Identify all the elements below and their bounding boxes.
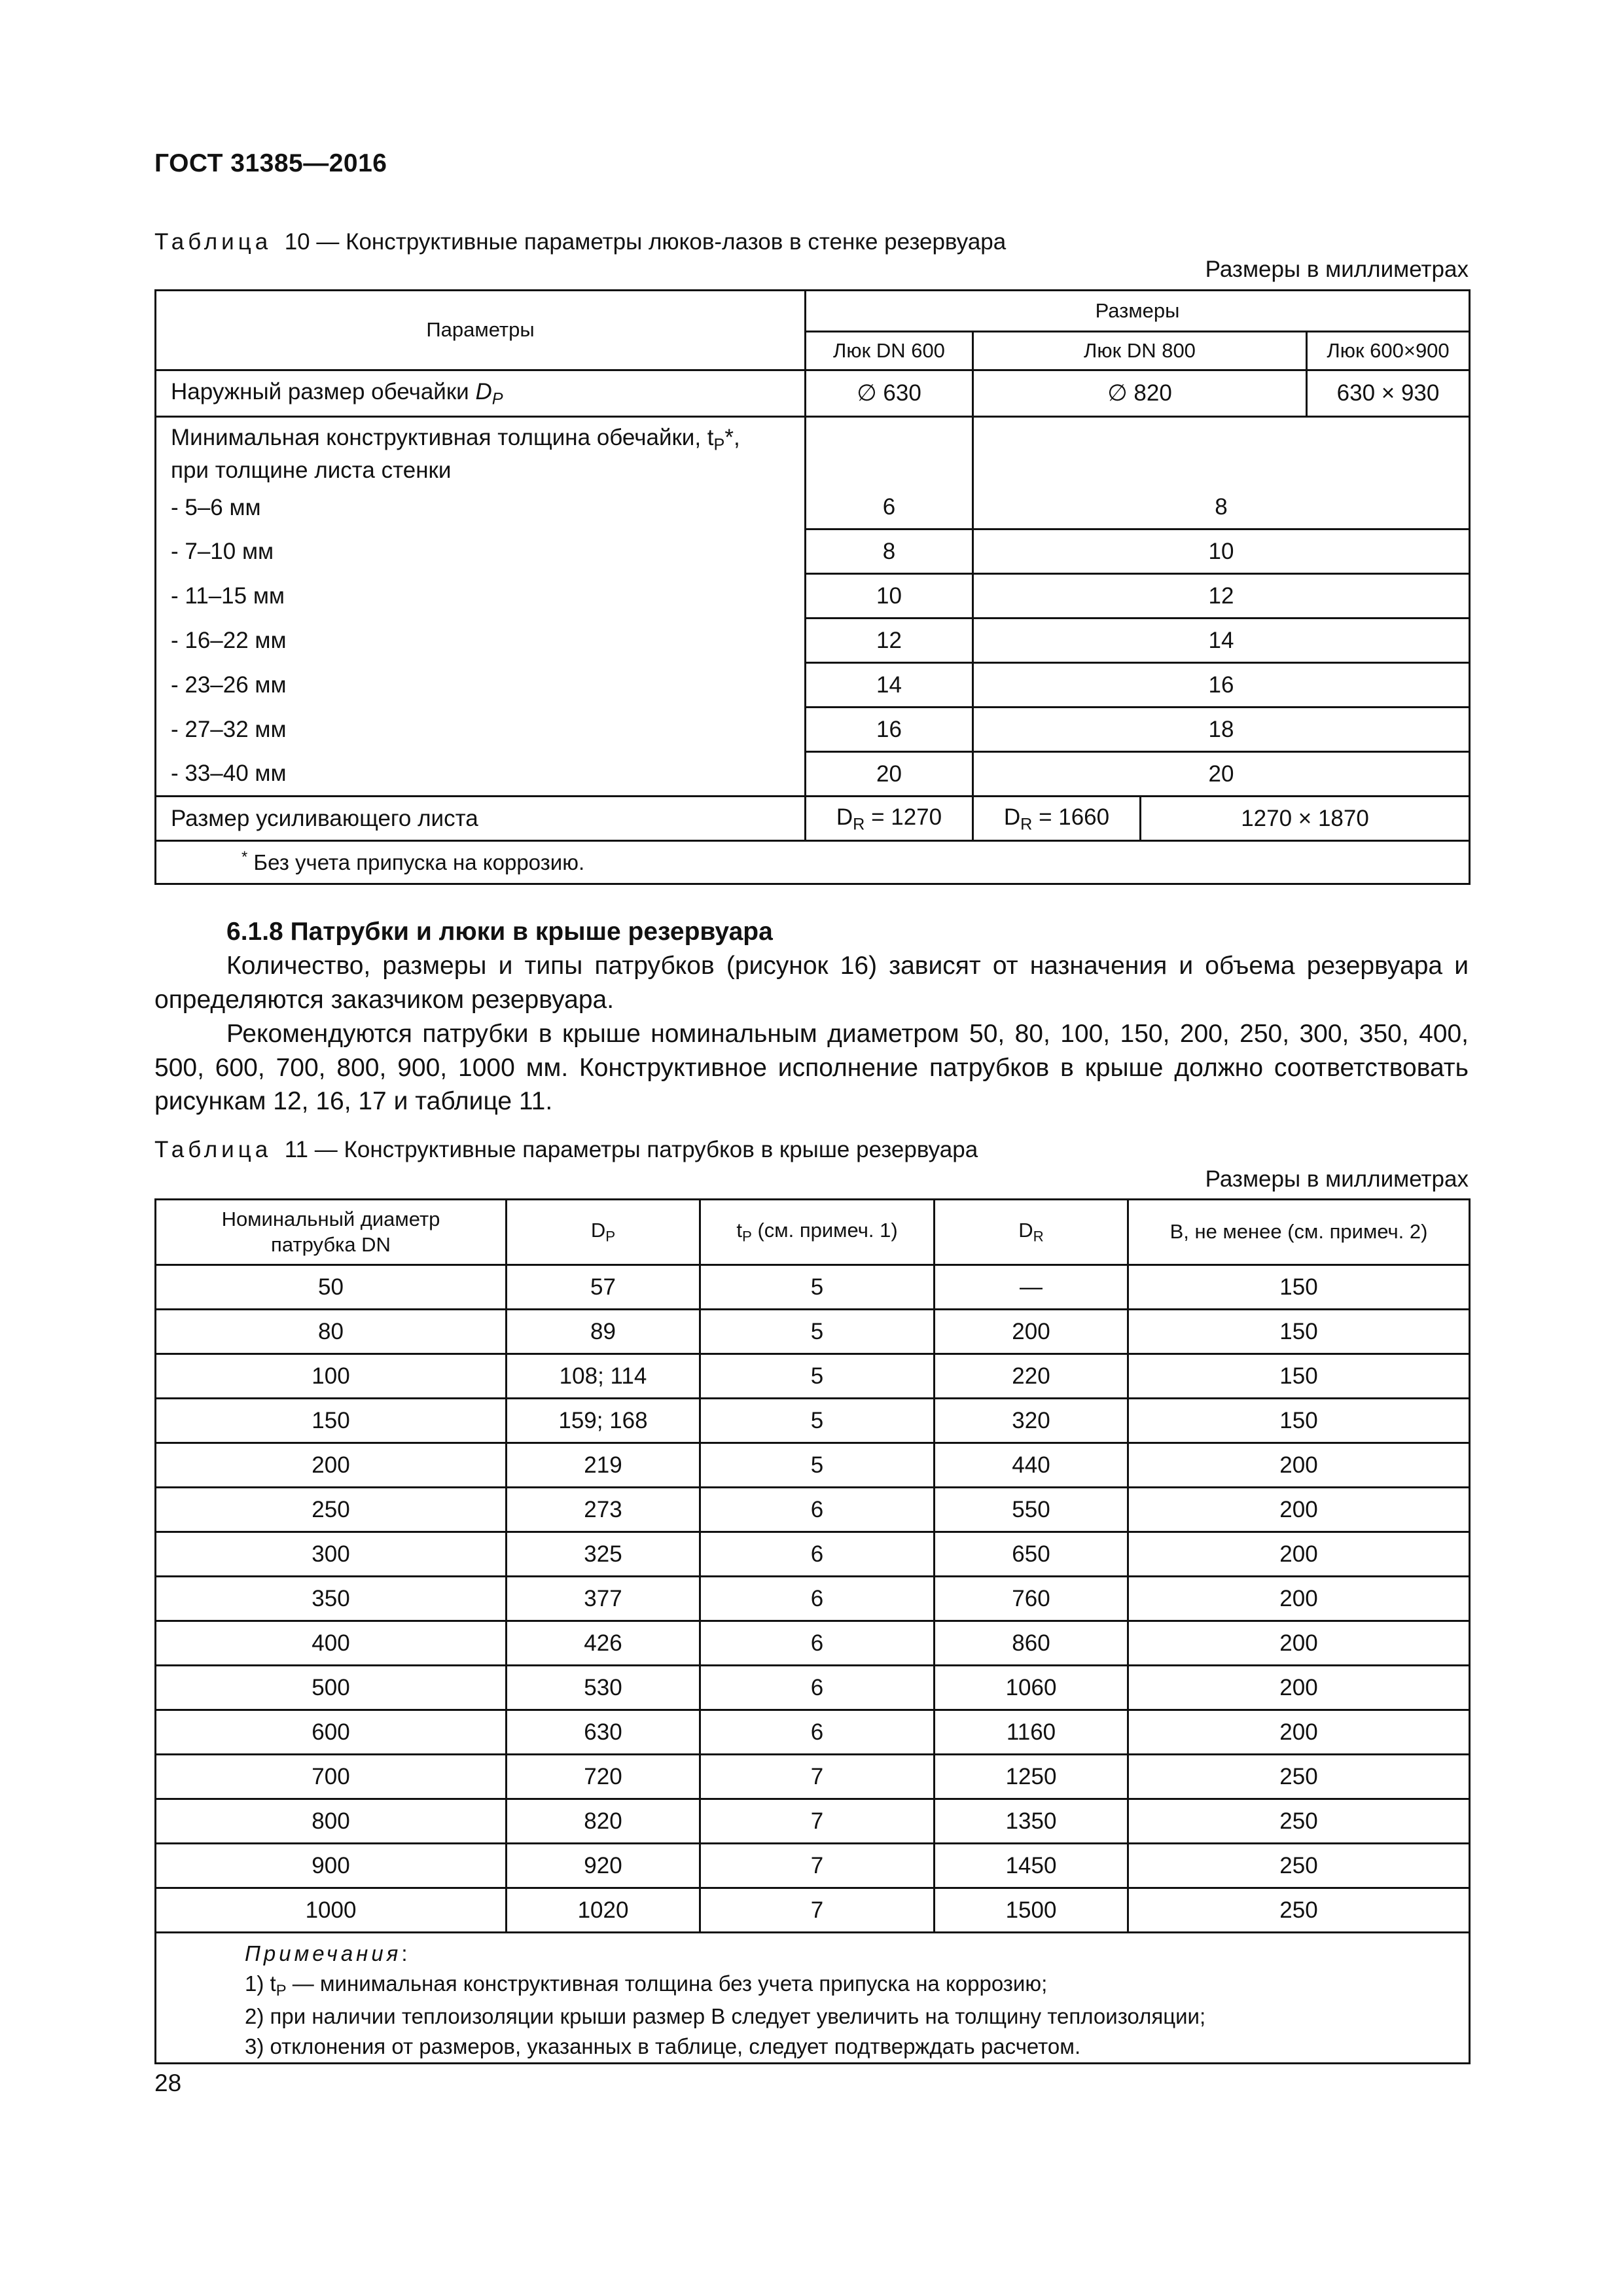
table11-header-tp-symbol: t (736, 1219, 742, 1242)
table11-header-dp (507, 1200, 700, 1265)
table11-header-tp-subscript: P (741, 1228, 752, 1245)
table11-header-tp-note: (см. примеч. 1) (751, 1219, 898, 1242)
table10-row-label: - 23–26 мм (156, 663, 806, 708)
table11-note-2: 2) при наличии теплоизоляции крыши размер B следует увеличить на толщину теплоизоляции; (245, 2004, 1206, 2029)
table10-outer-subscript: P (491, 389, 503, 408)
page-number: 28 (154, 2070, 182, 2096)
table11-cell-dp: 426 (507, 1621, 700, 1666)
table11-cell-dp: 108; 114 (507, 1354, 700, 1399)
table11-cell-dp: 630 (507, 1710, 700, 1755)
table11-cell-dn: 700 (156, 1755, 507, 1799)
table10-header-sizes: Размеры (806, 291, 1470, 332)
table10-row-dn600: 12 (806, 619, 973, 663)
table11-notes-colon: : (401, 1941, 408, 1965)
table11-cell-tp: 6 (700, 1577, 935, 1621)
table-row (156, 1710, 1470, 1755)
table10-row (156, 708, 1470, 752)
table11-cell-dr: 320 (935, 1399, 1128, 1443)
table10-row-label: - 16–22 мм (156, 619, 806, 663)
table11-header-dp-subscript: P (605, 1228, 616, 1245)
table11-cell-dp: 159; 168 (507, 1399, 700, 1443)
table11-cell-b: 250 (1128, 1799, 1470, 1844)
table11-cell-b: 150 (1128, 1399, 1470, 1443)
table11-cell-dn: 50 (156, 1265, 507, 1310)
table11-cell-dr: 550 (935, 1488, 1128, 1532)
table11-header-dn: Номинальный диаметр патрубка DN (156, 1200, 507, 1265)
table10-row-dn600: 16 (806, 708, 973, 752)
table11-cell-dr: — (935, 1265, 1128, 1310)
table11-caption-label: Таблица (154, 1137, 272, 1162)
table10-outer-label (156, 370, 806, 417)
table10-row-outer (156, 370, 1470, 417)
table10-reinf-dn800-value: = 1660 (1032, 804, 1110, 830)
table11-cell-dr: 1250 (935, 1755, 1128, 1799)
table11-cell-dr: 1060 (935, 1666, 1128, 1710)
table10-reinf-d-subscript: R (1020, 815, 1033, 834)
table10-row-other: 16 (973, 663, 1470, 708)
table11-cell-b: 250 (1128, 1844, 1470, 1888)
table10-min-star: *, (724, 425, 740, 450)
table11-cell-dr: 1160 (935, 1710, 1128, 1755)
table10-row-other: 14 (973, 619, 1470, 663)
table-row (156, 1354, 1470, 1399)
table11 (154, 1198, 1471, 2064)
table10-row-other: 12 (973, 574, 1470, 619)
table11-cell-dp: 530 (507, 1666, 700, 1710)
table10-min-empty-a (806, 417, 973, 486)
table11-cell-dn: 80 (156, 1310, 507, 1354)
table10-row-dn600: 20 (806, 752, 973, 797)
table11-cell-dn: 100 (156, 1354, 507, 1399)
table10-row-label: - 27–32 мм (156, 708, 806, 752)
table11-cell-tp: 7 (700, 1755, 935, 1799)
table10-row-label: - 7–10 мм (156, 529, 806, 574)
table10-caption (154, 229, 1006, 255)
table11-cell-b: 200 (1128, 1443, 1470, 1488)
table11-notes-label: Примечания (245, 1941, 402, 1965)
table11-cell-dr: 1500 (935, 1888, 1128, 1933)
table10-min-label (156, 417, 806, 486)
table10-row-label: - 33–40 мм (156, 752, 806, 797)
table-row (156, 1888, 1470, 1933)
table11-notes (156, 1933, 1470, 2064)
table-row (156, 1443, 1470, 1488)
table11-cell-dr: 860 (935, 1621, 1128, 1666)
table11-cell-dr: 220 (935, 1354, 1128, 1399)
table11-cell-dn: 200 (156, 1443, 507, 1488)
table11-cell-b: 200 (1128, 1666, 1470, 1710)
table10-row (156, 619, 1470, 663)
table11-cell-dn: 800 (156, 1799, 507, 1844)
table11-cell-b: 150 (1128, 1354, 1470, 1399)
table11-note-1 (245, 1969, 1469, 2002)
table10-units: Размеры в миллиметрах (1205, 257, 1469, 282)
table11-cell-tp: 7 (700, 1888, 935, 1933)
table11-note-1-text: — минимальная конструктивная толщина без учета припуска на коррозию; (286, 1971, 1048, 1996)
table-row (156, 1399, 1470, 1443)
table10-min-label-b: при толщине листа стенки (171, 457, 452, 484)
table10-row-label: - 11–15 мм (156, 574, 806, 619)
table10-row-other: 20 (973, 752, 1470, 797)
table11-cell-tp: 5 (700, 1354, 935, 1399)
table-row (156, 1310, 1470, 1354)
table11-cell-tp: 6 (700, 1532, 935, 1577)
table11-cell-b: 150 (1128, 1310, 1470, 1354)
table10-reinf-label: Размер усиливающего листа (156, 797, 806, 841)
table11-cell-b: 250 (1128, 1888, 1470, 1933)
table10-reinf-dn600-value: = 1270 (865, 804, 942, 830)
table11-cell-dn: 400 (156, 1621, 507, 1666)
table10-reinf-dn800 (973, 797, 1141, 841)
table11-cell-dr: 650 (935, 1532, 1128, 1577)
table10-caption-label: Таблица (154, 229, 272, 255)
section-title: 6.1.8 Патрубки и люки в крыше резервуара (226, 918, 773, 946)
table11-cell-tp: 5 (700, 1310, 935, 1354)
table11-header-row (156, 1200, 1470, 1265)
table10-row (156, 529, 1470, 574)
table-row (156, 1488, 1470, 1532)
table10-outer-600x900: 630 × 930 (1307, 370, 1470, 417)
table10-footnote-text: Без учета припуска на коррозию. (247, 850, 585, 875)
table10-row-other: 10 (973, 529, 1470, 574)
table11-cell-b: 200 (1128, 1532, 1470, 1577)
table10-row-label: - 5–6 мм (156, 486, 806, 529)
table11-cell-dp: 89 (507, 1310, 700, 1354)
table11-header-dr-symbol: D (1018, 1219, 1033, 1242)
table10-reinf-d-subscript: R (853, 815, 865, 834)
table11-cell-dn: 600 (156, 1710, 507, 1755)
table11-cell-b: 200 (1128, 1621, 1470, 1666)
table-row (156, 1799, 1470, 1844)
table10-row-other: 8 (973, 486, 1470, 529)
table11-cell-tp: 7 (700, 1844, 935, 1888)
table11-cell-dp: 377 (507, 1577, 700, 1621)
table10-min-label-a: Минимальная конструктивная толщина обечайки, t (171, 425, 714, 450)
table11-cell-tp: 5 (700, 1399, 935, 1443)
table10-outer-dn600: ∅ 630 (806, 370, 973, 417)
table11-units: Размеры в миллиметрах (1205, 1166, 1469, 1192)
table11-cell-dp: 920 (507, 1844, 700, 1888)
table11-cell-dn: 300 (156, 1532, 507, 1577)
table11-cell-tp: 6 (700, 1621, 935, 1666)
table11-header-dr (935, 1200, 1128, 1265)
table11-caption (154, 1137, 978, 1163)
table10-header-dn600: Люк DN 600 (806, 332, 973, 370)
table11-header-tp (700, 1200, 935, 1265)
table10-row-dn600: 10 (806, 574, 973, 619)
table11-cell-tp: 5 (700, 1265, 935, 1310)
table10-min-subscript: P (713, 435, 725, 454)
table11-header-b: B, не менее (см. примеч. 2) (1128, 1200, 1470, 1265)
table10-row-reinforcing (156, 797, 1470, 841)
table11-cell-dn: 900 (156, 1844, 507, 1888)
table11-body (156, 1265, 1470, 1933)
table-row (156, 1755, 1470, 1799)
table11-cell-dp: 57 (507, 1265, 700, 1310)
table10-footnote-mark: * (241, 848, 248, 867)
table10-min-empty-b (973, 417, 1470, 486)
table-row (156, 1265, 1470, 1310)
table11-cell-b: 150 (1128, 1265, 1470, 1310)
table-row (156, 1621, 1470, 1666)
table11-note-1-subscript: P (276, 1981, 287, 2000)
table-row (156, 1577, 1470, 1621)
table11-cell-b: 200 (1128, 1488, 1470, 1532)
table10-row-dn600: 6 (806, 486, 973, 529)
table11-cell-dn: 150 (156, 1399, 507, 1443)
table11-cell-b: 200 (1128, 1577, 1470, 1621)
table11-notes-heading (245, 1939, 1469, 1969)
table10-row (156, 752, 1470, 797)
table11-header-dr-subscript: R (1033, 1228, 1044, 1245)
table11-cell-dp: 273 (507, 1488, 700, 1532)
table11-cell-b: 250 (1128, 1755, 1470, 1799)
table11-cell-dn: 500 (156, 1666, 507, 1710)
table10-reinf-d-symbol: D (836, 804, 853, 830)
table-row (156, 1844, 1470, 1888)
table11-cell-dp: 325 (507, 1532, 700, 1577)
table11-cell-tp: 6 (700, 1488, 935, 1532)
table10-reinf-dn600 (806, 797, 973, 841)
table10-outer-symbol: D (475, 378, 492, 404)
section-paragraph-2: Рекомендуются патрубки в крыше номинальным диаметром 50, 80, 100, 150, 200, 250, 300, 350, 400, 500, 600, 700, 800, 900, 1000 мм. Конструктивное исполнение патрубков в крыше должно соответствовать рисункам 12, 16, 17 и таблице 11. (154, 1019, 1469, 1116)
table10-footnote-row (156, 841, 1470, 884)
table11-cell-dp: 720 (507, 1755, 700, 1799)
table11-note-1-prefix: 1) t (245, 1971, 276, 1996)
table11-cell-dn: 350 (156, 1577, 507, 1621)
table11-cell-tp: 5 (700, 1443, 935, 1488)
table10-header-600x900: Люк 600×900 (1307, 332, 1470, 370)
table11-cell-dr: 1350 (935, 1799, 1128, 1844)
table11-cell-dr: 200 (935, 1310, 1128, 1354)
table-row (156, 1666, 1470, 1710)
table11-cell-dr: 1450 (935, 1844, 1128, 1888)
table10-reinf-600x900: 1270 × 1870 (1141, 797, 1470, 841)
table11-cell-b: 200 (1128, 1710, 1470, 1755)
table10-row-dn600: 8 (806, 529, 973, 574)
table10-caption-text: 10 — Конструктивные параметры люков-лазов в стенке резервуара (284, 229, 1007, 255)
table11-cell-dp: 1020 (507, 1888, 700, 1933)
table11-cell-dr: 440 (935, 1443, 1128, 1488)
table11-cell-tp: 6 (700, 1666, 935, 1710)
table11-notes-row (156, 1933, 1470, 2064)
section-paragraph-1: Количество, размеры и типы патрубков (рисунок 16) зависят от назначения и объема резервуара и определяются заказчиком резервуара. (154, 952, 1469, 1014)
table11-cell-tp: 7 (700, 1799, 935, 1844)
table11-cell-dn: 1000 (156, 1888, 507, 1933)
table10-footnote (156, 841, 1470, 884)
table10-header-dn800: Люк DN 800 (973, 332, 1307, 370)
table11-cell-dp: 219 (507, 1443, 700, 1488)
document-header: ГОСТ 31385—2016 (154, 149, 387, 177)
table10-reinf-d-symbol: D (1003, 804, 1021, 830)
table11-note-3: 3) отклонения от размеров, указанных в таблице, следует подтверждать расчетом. (245, 2034, 1081, 2058)
table10-outer-dn800: ∅ 820 (973, 370, 1307, 417)
table10-row-other: 18 (973, 708, 1470, 752)
table11-cell-dn: 250 (156, 1488, 507, 1532)
table10-row-min-thickness (156, 417, 1470, 486)
table11-header-dp-symbol: D (590, 1219, 606, 1242)
table10-row (156, 663, 1470, 708)
table10-row (156, 486, 1470, 529)
table10 (154, 289, 1471, 885)
table10-row (156, 574, 1470, 619)
table10-row-dn600: 14 (806, 663, 973, 708)
section-body (154, 949, 1469, 1119)
table11-cell-tp: 6 (700, 1710, 935, 1755)
table11-cell-dr: 760 (935, 1577, 1128, 1621)
table10-header-params: Параметры (156, 291, 806, 370)
table10-outer-label-text: Наружный размер обечайки (171, 378, 476, 404)
table11-caption-text: 11 — Конструктивные параметры патрубков в крыше резервуара (284, 1137, 978, 1162)
table11-cell-dp: 820 (507, 1799, 700, 1844)
table-row (156, 1532, 1470, 1577)
